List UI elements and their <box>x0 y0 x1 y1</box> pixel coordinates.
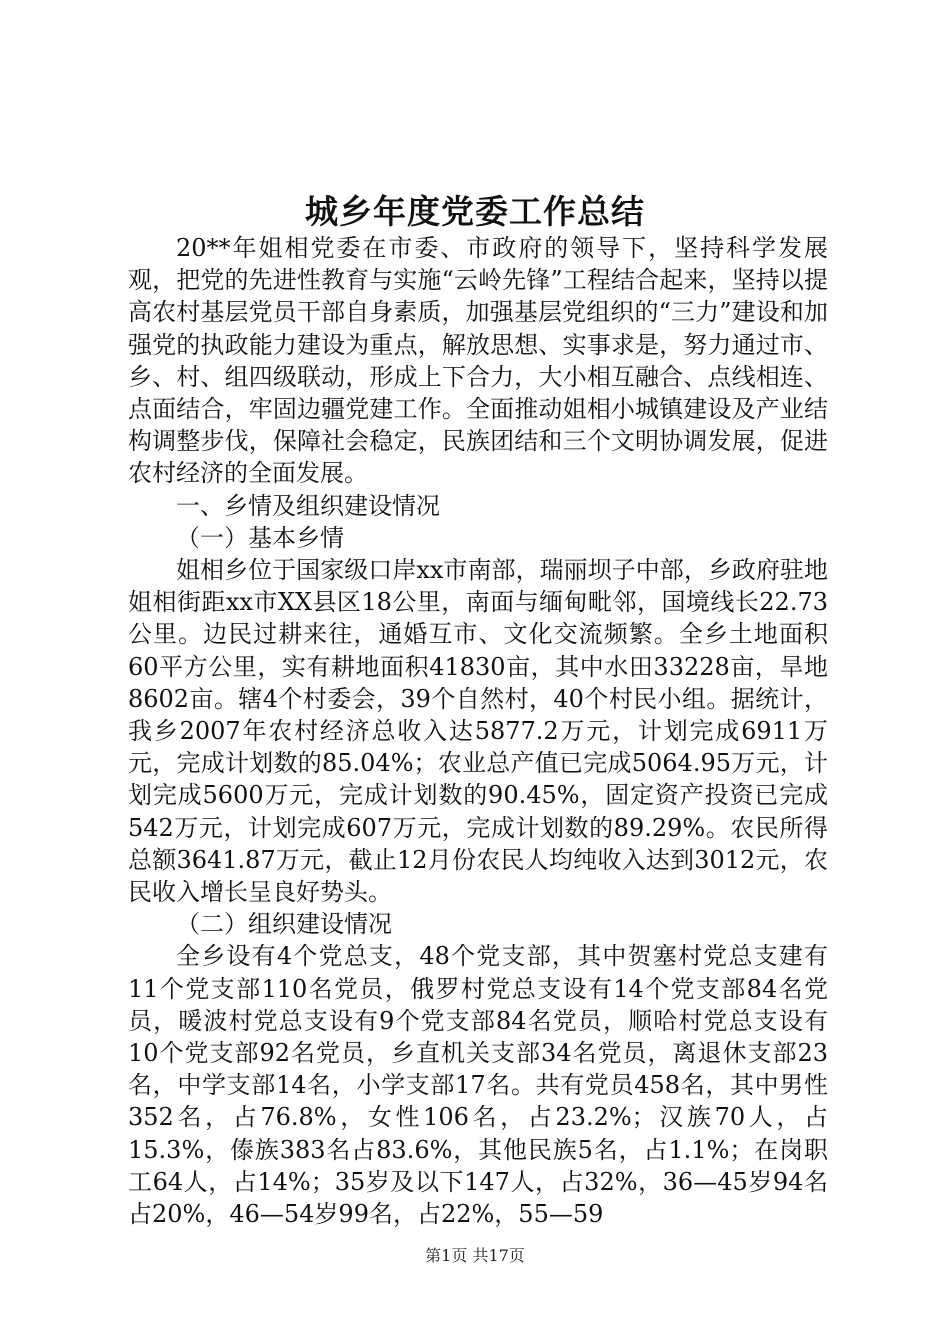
subsection-heading-basic: （一）基本乡情 <box>176 523 344 552</box>
page-footer: 第1页 共17页 <box>425 1246 525 1265</box>
subsection-heading-organization: （二）组织建设情况 <box>176 910 392 939</box>
intro-paragraph: 20**年姐相党委在市委、市政府的领导下，坚持科学发展观，把党的先进性教育与实施“云岭先锋”工程结合起来，坚持以提高农村基层党员干部自身素质，加强基层党组织的“三力”建设和加强党的执政能力建设为重点，解放思想、实事求是，努力通过市、乡、村、组四级联动，形成上下合力，大小相互融合、点线相连、点面结合，牢固边疆党建工作。全面推动姐相小城镇建设及产业结构调整步伐，保障社会稳定，民族团结和三个文明协调发展，促进农村经济的全面发展。 <box>128 234 828 488</box>
document-title: 城乡年度党委工作总结 <box>305 192 645 231</box>
basic-info-paragraph: 姐相乡位于国家级口岸xx市南部，瑞丽坝子中部，乡政府驻地姐相街距xx市XX县区18公里，南面与缅甸毗邻，国境线长22.73公里。边民过耕来往，通婚互市、文化交流频繁。全乡土地面积60平方公里，实有耕地面积41830亩，其中水田33228亩，旱地8602亩。辖4个村委会，39个自然村，40个村民小组。据统计，我乡2007年农村经济总收入达5877.2万元，计划完成6911万元，完成计划数的85.04%；农业总产值已完成5064.95万元，计划完成5600万元，完成计划数的90.45%，固定资产投资已完成542万元，计划完成607万元，完成计划数的89.29%。农民所得总额3641.87万元，截止12月份农民人均纯收入达到3012元，农民收入增长呈良好势头。 <box>128 556 828 907</box>
organization-paragraph: 全乡设有4个党总支，48个党支部，其中贺塞村党总支建有11个党支部110名党员，俄罗村党总支设有14个党支部84名党员，暖波村党总支设有9个党支部84名党员，顺哈村党总支设有10个党支部92名党员，乡直机关支部34名党员，离退休支部23名，中学支部14名，小学支部17名。共有党员458名，其中男性352名，占76.8%，女性106名，占23.2%；汉族70人，占15.3%，傣族383名占83.6%，其他民族5名，占1.1%；在岗职工64人，占14%；35岁及以下147人，占32%，36—45岁94名占20%，46—54岁99名，占22%，55—59 <box>128 942 828 1229</box>
document-body <box>128 232 828 1230</box>
section-heading: 一、乡情及组织建设情况 <box>176 491 440 520</box>
